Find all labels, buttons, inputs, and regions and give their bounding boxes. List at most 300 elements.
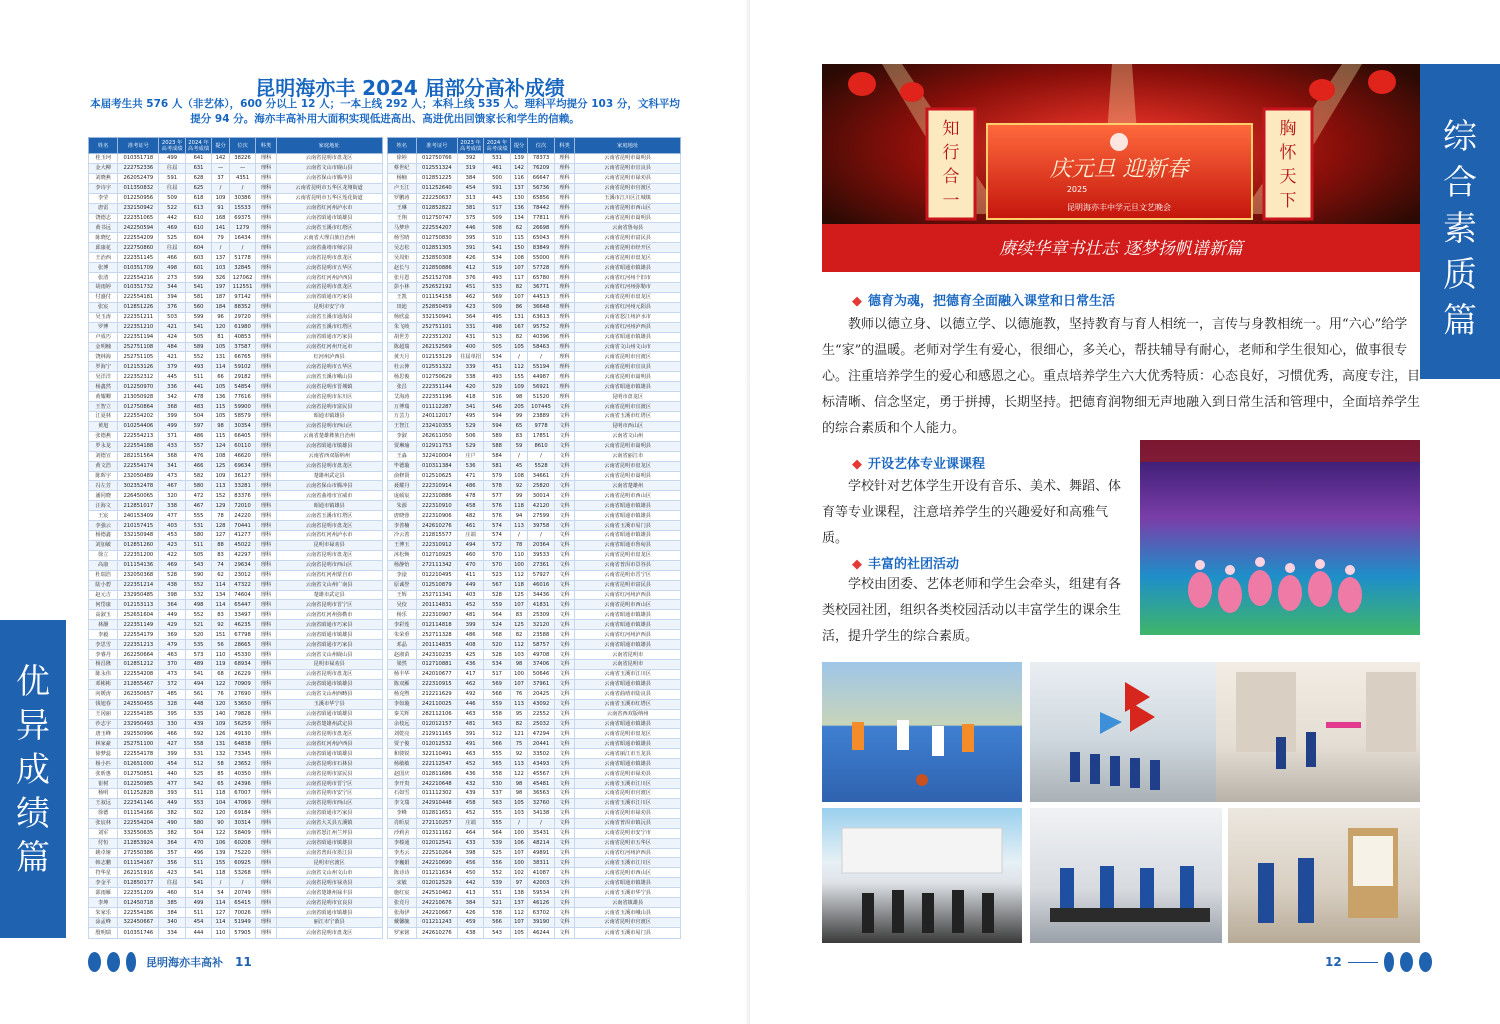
table-cell: 525	[159, 233, 185, 243]
table-cell: 文科	[554, 590, 575, 600]
table-cell: 152	[212, 491, 230, 501]
table-cell: 589	[185, 342, 211, 352]
table-row	[89, 779, 383, 789]
table-cell: 理科	[256, 610, 277, 620]
table-row	[387, 402, 681, 412]
table-cell: 541	[185, 868, 211, 878]
table-row	[89, 769, 383, 779]
table-cell: 511	[185, 858, 211, 868]
table-cell: 242610276	[416, 927, 457, 938]
footer-divider	[1348, 962, 1378, 963]
section-heading-moral: ◆ 德育为魂，把德育全面融入课堂和日常生活	[852, 294, 1116, 309]
table-cell: 云南省昭通市镇雄县	[575, 719, 681, 729]
table-cell: 文科	[554, 481, 575, 491]
screen-subtitle: 昆明海亦丰中学元旦文艺晚会	[1067, 203, 1171, 212]
table-cell: 理科	[256, 362, 277, 372]
table-cell: 文科	[554, 620, 575, 630]
table-cell: 332150948	[118, 531, 159, 541]
table-cell: 钱旭春	[89, 699, 118, 709]
table-cell: 391	[457, 243, 483, 253]
table-row	[89, 798, 383, 808]
table-cell: 433	[159, 441, 185, 451]
table-row	[89, 917, 383, 927]
table-cell: 222341146	[118, 798, 159, 808]
table-cell: 文科	[554, 868, 575, 878]
table-row	[89, 411, 383, 421]
table-cell: 43493	[528, 759, 554, 769]
screen-year: 2025	[1066, 185, 1088, 194]
table-cell: 69634	[229, 461, 255, 471]
table-cell: 107	[510, 263, 528, 273]
table-cell: 李金平	[89, 878, 118, 888]
table-cell: 57728	[528, 263, 554, 273]
table-cell: 理科	[256, 669, 277, 679]
table-cell: 631	[185, 163, 211, 173]
table-cell: 110	[510, 550, 528, 560]
table-cell: 012510625	[416, 471, 457, 481]
table-row	[89, 590, 383, 600]
table-cell: 411	[457, 570, 483, 580]
table-cell: 云南省普洱市景谷县	[575, 560, 681, 570]
table-cell: 222250637	[416, 193, 457, 203]
table-cell: 36648	[528, 302, 554, 312]
table-cell: 331	[457, 322, 483, 332]
footer-dot-icon	[107, 952, 120, 972]
table-cell: 578	[484, 481, 510, 491]
table-row	[387, 709, 681, 719]
table-cell: 56	[212, 640, 230, 650]
table-row	[89, 372, 383, 382]
table-cell: 580	[185, 531, 211, 541]
table-cell: 66765	[229, 352, 255, 362]
table-cell: 010254406	[118, 421, 159, 431]
table-cell: 理科	[554, 332, 575, 342]
table-cell: 555	[484, 818, 510, 828]
table-cell: 文科	[554, 888, 575, 898]
table-cell: 云南省昭通市镇雄县	[276, 749, 382, 759]
table-cell: 232950485	[118, 590, 159, 600]
left-sign-text: 知行合一	[942, 119, 960, 211]
table-cell: 云南省昭通市镇雄县	[575, 511, 681, 521]
table-cell: 482	[457, 511, 483, 521]
table-cell: 27690	[229, 689, 255, 699]
table-cell: 582	[185, 471, 211, 481]
table-cell: 云南省昆明市盘龙区	[276, 669, 382, 679]
table-cell: 222352312	[118, 372, 159, 382]
table-cell: 59	[510, 441, 528, 451]
table-cell: 陈晖宇	[89, 471, 118, 481]
table-cell: 杨楠	[387, 173, 416, 183]
table-cell: 118	[212, 868, 230, 878]
table-cell: 436	[457, 769, 483, 779]
parade-illustration	[1030, 662, 1222, 802]
table-cell: 饶德志	[89, 213, 118, 223]
table-cell: 012852822	[416, 203, 457, 213]
table-cell: 云南省玉溪市江川区	[575, 798, 681, 808]
table-cell: 理科	[256, 908, 277, 918]
table-cell: 012153126	[118, 362, 159, 372]
table-cell: 556	[484, 858, 510, 868]
table-row	[89, 362, 383, 372]
table-cell: 李开贵	[387, 779, 416, 789]
table-cell: 127	[212, 908, 230, 918]
table-cell: 云南省红河州蒙自市	[276, 570, 382, 580]
table-cell: 438	[457, 927, 483, 938]
table-cell: 222554208	[118, 669, 159, 679]
table-cell: 115	[510, 233, 528, 243]
table-cell: 242550455	[118, 699, 159, 709]
table-cell: 云南省普洱市镇沅县	[575, 818, 681, 828]
table-cell: /	[229, 243, 255, 253]
table-cell: 张昌	[387, 382, 416, 392]
table-cell: 23012	[229, 570, 255, 580]
table-cell: 368	[159, 402, 185, 412]
table-cell: 韩志鹏	[89, 858, 118, 868]
table-cell: 49130	[229, 729, 255, 739]
table-cell: 210157415	[118, 521, 159, 531]
table-cell: 崔树	[89, 779, 118, 789]
table-cell: 李淦	[387, 570, 416, 580]
table-cell: 云南省昆明市五华区莲花街道	[276, 193, 382, 203]
table-cell: 丽江市宁蒗县	[276, 917, 382, 927]
table-cell: 458	[457, 501, 483, 511]
table-cell: 理科	[256, 441, 277, 451]
table-cell: 481	[457, 610, 483, 620]
table-cell: 理科	[554, 392, 575, 402]
table-cell: 云南省红河州泸西县	[575, 322, 681, 332]
table-cell: 刘德宣	[89, 451, 118, 461]
table-cell: 理科	[554, 183, 575, 193]
table-cell: 文科	[554, 411, 575, 421]
table-cell: 403	[159, 521, 185, 531]
table-cell: 49708	[528, 650, 554, 660]
table-cell: 40350	[229, 769, 255, 779]
table-row	[89, 441, 383, 451]
table-cell: 杨静怡	[387, 560, 416, 570]
table-cell: 赵淑苗	[387, 650, 416, 660]
table-cell: 493	[185, 362, 211, 372]
table-cell: 理科	[256, 521, 277, 531]
table-cell: 449	[159, 610, 185, 620]
table-cell: 88	[212, 540, 230, 550]
table-cell: 陈晓忆	[89, 233, 118, 243]
table-row	[387, 580, 681, 590]
table-cell: 云南省楚雄彝族自治州	[276, 431, 382, 441]
table-cell: 李巍娟	[387, 858, 416, 868]
table-cell: 137	[510, 183, 528, 193]
table-cell: 理科	[256, 729, 277, 739]
table-cell: 332150941	[416, 312, 457, 322]
table-cell: 558	[484, 769, 510, 779]
table-cell: 574	[484, 521, 510, 531]
table-cell: 刘军	[89, 828, 118, 838]
table-row	[387, 550, 681, 560]
table-cell: 112551	[229, 282, 255, 292]
table-cell: 王冈丽	[89, 709, 118, 719]
table-cell: 011252828	[118, 789, 159, 799]
table-cell: 云南省昭通市巧家县	[276, 332, 382, 342]
table-cell: 511	[185, 908, 211, 918]
table-cell: 理科	[554, 213, 575, 223]
table-cell: 302352478	[118, 481, 159, 491]
table-cell: 98	[510, 789, 528, 799]
table-cell: 理科	[554, 193, 575, 203]
table-row	[387, 243, 681, 253]
table-cell: 431	[457, 332, 483, 342]
table-row	[387, 511, 681, 521]
table-cell: 262611050	[416, 431, 457, 441]
table-cell: 文科	[554, 739, 575, 749]
table-cell: 012250956	[118, 193, 159, 203]
table-cell: 张海伊	[387, 908, 416, 918]
table-cell: 489	[185, 660, 211, 670]
diamond-bullet-icon: ◆	[852, 294, 862, 309]
table-cell: 云南省昆明市西山区	[276, 421, 382, 431]
table-cell: 96	[212, 312, 230, 322]
table-cell: 105	[212, 382, 230, 392]
table-header-cell: 提分	[212, 138, 230, 154]
table-row	[89, 521, 383, 531]
table-cell: 72010	[229, 501, 255, 511]
table-cell: 222310914	[416, 481, 457, 491]
table-cell: 云南省昭通市巧家县	[276, 808, 382, 818]
table-cell: 云南省昆明市盘龙区	[575, 550, 681, 560]
table-cell: 450	[457, 868, 483, 878]
table-cell: 443	[484, 193, 510, 203]
table-cell: —	[229, 163, 255, 173]
table-cell: 吴志松	[387, 243, 416, 253]
table-cell: 012750851	[118, 769, 159, 779]
table-cell: 011252640	[416, 183, 457, 193]
table-cell: 552	[484, 868, 510, 878]
table-cell: 云南省昆明市西山区	[575, 868, 681, 878]
screen-title: 庆元旦 迎新春	[1049, 157, 1189, 182]
table-cell: 469	[159, 560, 185, 570]
table-cell: 理科	[256, 739, 277, 749]
table-cell: 云南省昆明市宜良县	[575, 163, 681, 173]
table-cell: 云南省昆明市禄劝县	[575, 769, 681, 779]
table-cell: 78	[212, 511, 230, 521]
table-cell: 384	[159, 908, 185, 918]
table-cell: 王智立	[89, 402, 118, 412]
table-cell: 262152569	[416, 342, 457, 352]
table-cell: 云南省红河州个旧市	[575, 273, 681, 283]
table-cell: 云南省红河州弥勒市	[276, 610, 382, 620]
table-cell: 25820	[528, 481, 554, 491]
table-row	[387, 917, 681, 927]
table-cell: 李榛通	[387, 838, 416, 848]
table-row	[89, 421, 383, 431]
table-cell: 541	[185, 282, 211, 292]
table-cell: 刘加敏	[89, 540, 118, 550]
right-page	[750, 0, 1500, 1024]
table-row	[387, 818, 681, 828]
military-training-photo	[822, 808, 1022, 943]
table-cell: 010351732	[118, 282, 159, 292]
table-cell: 云南省昆明市官渡区	[575, 183, 681, 193]
table-cell: 云南省红河州泸西县	[575, 590, 681, 600]
table-cell: 王凯	[387, 292, 416, 302]
table-cell: 理科	[554, 253, 575, 263]
table-cell: 云南省昆明市西山区	[276, 798, 382, 808]
section-body-clubs: 学校由团委、艺体老师和学生会牵头，组建有各类校园社团，组织各类校园活动以丰富学生的课余生活，提升学生的综合素质。	[822, 577, 1122, 644]
table-row	[89, 818, 383, 828]
table-cell: 65	[510, 421, 528, 431]
table-cell: 理科	[256, 273, 277, 283]
table-cell: 云南省昆明市五华区	[575, 838, 681, 848]
table-cell: 李彩莲	[387, 620, 416, 630]
table-cell: 94	[510, 511, 528, 521]
table-row	[89, 640, 383, 650]
table-cell: 212851017	[118, 501, 159, 511]
table-row	[387, 858, 681, 868]
table-cell: 云南省昭通市镇雄县	[276, 630, 382, 640]
table-cell: 012710925	[416, 550, 457, 560]
table-cell: 601	[185, 263, 211, 273]
table-cell: 往届	[159, 878, 185, 888]
table-cell: 46620	[229, 451, 255, 461]
table-cell: 107	[510, 679, 528, 689]
table-cell: 109	[212, 193, 230, 203]
table-cell: 551	[484, 888, 510, 898]
table-cell: 82	[510, 719, 528, 729]
table-cell: 云南省保山市腾冲县	[276, 173, 382, 183]
table-cell: 理科	[256, 868, 277, 878]
table-cell: 568	[484, 630, 510, 640]
table-cell: 彭小林	[387, 282, 416, 292]
table-cell: 云南省鲁甸县	[575, 223, 681, 233]
table-cell: 徐婷	[387, 154, 416, 164]
table-cell: 108	[212, 451, 230, 461]
table-cell: 394	[159, 292, 185, 302]
table-cell: 张竞月	[387, 898, 416, 908]
footer-right	[1325, 952, 1432, 972]
table-cell: 364	[457, 312, 483, 322]
table-cell: 012114818	[416, 620, 457, 630]
table-cell: 理科	[256, 243, 277, 253]
table-cell: 和骏锐	[387, 749, 416, 759]
table-cell: 560	[185, 302, 211, 312]
table-cell: 云南省昭通市镇雄县	[276, 213, 382, 223]
table-cell: 庄户	[457, 451, 483, 461]
table-cell: 1279	[229, 223, 255, 233]
table-cell: 563	[484, 798, 510, 808]
table-cell: 012551324	[416, 163, 457, 173]
table-cell: 理科	[256, 699, 277, 709]
table-cell: 58757	[528, 640, 554, 650]
table-cell: 528	[484, 590, 510, 600]
table-cell: 534	[484, 352, 510, 362]
table-cell: 庞硕宸	[387, 491, 416, 501]
table-cell: 110	[212, 927, 230, 938]
table-cell: 272110257	[416, 818, 457, 828]
table-cell: 45567	[528, 769, 554, 779]
table-cell: 云南省玉溪市江川区	[575, 858, 681, 868]
table-cell: 340	[159, 917, 185, 927]
table-row	[387, 630, 681, 640]
table-cell: 云南省昆明市西山区	[276, 560, 382, 570]
table-cell: 29634	[229, 560, 255, 570]
table-cell: /	[510, 451, 528, 461]
table-cell: 486	[457, 630, 483, 640]
table-cell: 张月恩	[387, 273, 416, 283]
table-header-cell: 准考证号	[118, 138, 159, 154]
table-cell: 沐松焕	[387, 550, 416, 560]
table-cell: 470	[185, 838, 211, 848]
table-cell: 云南省玉溪市峨山县	[276, 372, 382, 382]
table-cell: 116	[510, 173, 528, 183]
table-cell: 222554216	[118, 273, 159, 283]
table-cell: 59900	[229, 402, 255, 412]
table-cell: 云南省玉溪市华宁县	[575, 888, 681, 898]
table-row	[387, 263, 681, 273]
table-cell: 理科	[256, 332, 277, 342]
table-cell: 121	[510, 729, 528, 739]
table-cell: 46244	[528, 927, 554, 938]
table-cell: 242310235	[416, 650, 457, 660]
table-cell: 222554178	[118, 749, 159, 759]
table-cell: 512	[185, 759, 211, 769]
table-row	[89, 163, 383, 173]
table-cell: 466	[159, 729, 185, 739]
table-cell: 563	[484, 719, 510, 729]
table-cell: 613	[185, 203, 211, 213]
table-cell: 文科	[554, 818, 575, 828]
table-cell: 232850308	[416, 253, 457, 263]
table-cell: 010311384	[416, 461, 457, 471]
table-cell: 文科	[554, 640, 575, 650]
table-cell: 109	[510, 382, 528, 392]
table-cell: 272111342	[416, 560, 457, 570]
table-cell: 理科	[256, 213, 277, 223]
table-cell: 242210690	[416, 858, 457, 868]
table-cell: 51778	[229, 253, 255, 263]
table-cell: 昆明市禄劝县	[276, 660, 382, 670]
table-cell: 115	[212, 402, 230, 412]
table-cell: 222112547	[416, 759, 457, 769]
table-cell: 云南省昆明市经开区	[575, 243, 681, 253]
table-cell: 594	[484, 421, 510, 431]
table-cell: 56736	[528, 183, 554, 193]
table-cell: 文科	[554, 729, 575, 739]
table-cell: 理科	[554, 382, 575, 392]
table-cell: 604	[185, 233, 211, 243]
table-cell: 513	[484, 332, 510, 342]
table-cell: 453	[159, 531, 185, 541]
table-cell: 文科	[554, 441, 575, 451]
table-cell: 232050368	[118, 570, 159, 580]
table-cell: 文科	[554, 540, 575, 550]
section-heading-clubs: ◆ 丰富的社团活动	[852, 557, 960, 572]
table-cell: 120	[212, 699, 230, 709]
table-cell: 113	[212, 481, 230, 491]
table-cell: 王翔	[387, 213, 416, 223]
table-cell: 570	[484, 550, 510, 560]
table-cell: 往届	[159, 163, 185, 173]
table-cell: 564	[484, 828, 510, 838]
table-cell: 云南省丽江市	[575, 451, 681, 461]
table-cell: 531	[484, 154, 510, 164]
table-cell: 34138	[528, 808, 554, 818]
table-cell: 558	[484, 709, 510, 719]
table-cell: 132	[212, 749, 230, 759]
table-cell: 530	[484, 779, 510, 789]
table-cell: 449	[159, 798, 185, 808]
table-cell: 云南省红河州泸西县	[276, 273, 382, 283]
table-cell: 李毅	[89, 630, 118, 640]
table-cell: 012911753	[416, 441, 457, 451]
table-row	[89, 223, 383, 233]
